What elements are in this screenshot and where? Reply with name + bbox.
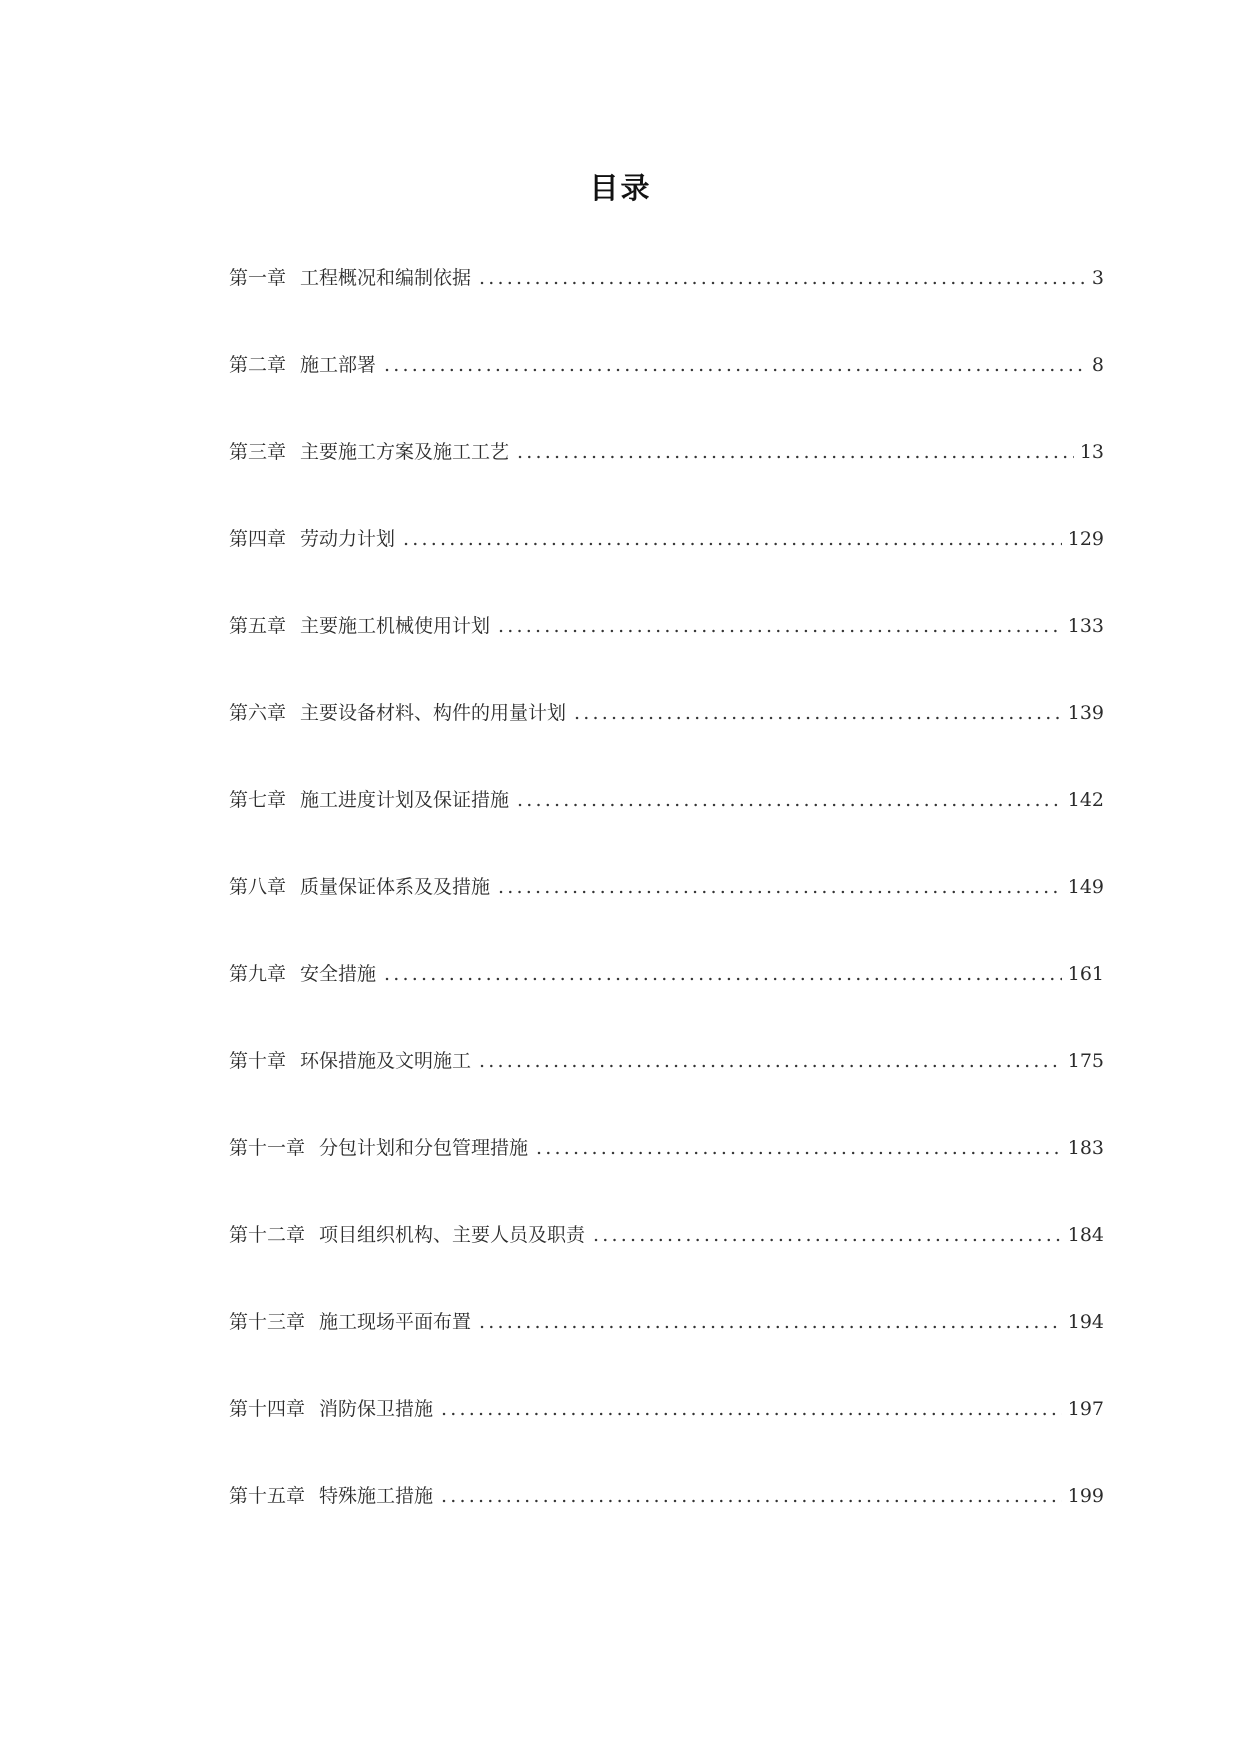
toc-dot-leader xyxy=(479,1302,1062,1342)
toc-dot-leader xyxy=(441,1389,1062,1429)
toc-chapter-number: 第三章 xyxy=(229,441,287,463)
toc-page-number: 183 xyxy=(1067,1137,1104,1159)
toc-chapter-title: 施工部署 xyxy=(300,354,377,376)
toc-page-number: 199 xyxy=(1067,1485,1104,1507)
toc-chapter-title: 主要施工方案及施工工艺 xyxy=(300,441,510,463)
toc-page-number: 8 xyxy=(1091,354,1104,376)
toc-page-number: 139 xyxy=(1067,702,1104,724)
toc-entry-8[interactable] xyxy=(229,867,1104,954)
toc-dot-leader xyxy=(403,519,1062,559)
toc-dot-leader xyxy=(593,1215,1062,1255)
toc-page-number: 3 xyxy=(1091,267,1104,289)
toc-chapter-number: 第一章 xyxy=(229,267,287,289)
toc-chapter-title: 工程概况和编制依据 xyxy=(300,267,472,289)
toc-chapter-number: 第六章 xyxy=(229,702,287,724)
page-title: 目录 xyxy=(589,171,652,205)
toc-dot-leader xyxy=(384,345,1086,385)
toc-dot-leader xyxy=(441,1476,1062,1516)
toc-list xyxy=(229,258,1104,1563)
toc-chapter-number: 第十五章 xyxy=(229,1485,306,1507)
toc-dot-leader xyxy=(479,258,1086,298)
toc-chapter-number: 第八章 xyxy=(229,876,287,898)
toc-page-number: 197 xyxy=(1067,1398,1104,1420)
toc-page-number: 184 xyxy=(1067,1224,1104,1246)
toc-chapter-number: 第九章 xyxy=(229,963,287,985)
toc-entry-7[interactable] xyxy=(229,780,1104,867)
toc-chapter-title: 特殊施工措施 xyxy=(319,1485,434,1507)
toc-dot-leader xyxy=(479,1041,1062,1081)
toc-entry-5[interactable] xyxy=(229,606,1104,693)
toc-chapter-title: 环保措施及文明施工 xyxy=(300,1050,472,1072)
toc-dot-leader xyxy=(384,954,1062,994)
toc-chapter-title: 施工现场平面布置 xyxy=(319,1311,472,1333)
toc-entry-13[interactable] xyxy=(229,1302,1104,1389)
toc-entry-1[interactable] xyxy=(229,258,1104,345)
toc-chapter-number: 第七章 xyxy=(229,789,287,811)
toc-entry-15[interactable] xyxy=(229,1476,1104,1563)
toc-page-number: 161 xyxy=(1067,963,1104,985)
toc-chapter-number: 第十章 xyxy=(229,1050,287,1072)
toc-chapter-title: 项目组织机构、主要人员及职责 xyxy=(319,1224,586,1246)
toc-page-number: 129 xyxy=(1067,528,1104,550)
toc-chapter-title: 安全措施 xyxy=(300,963,377,985)
toc-chapter-title: 劳动力计划 xyxy=(300,528,396,550)
toc-chapter-title: 质量保证体系及及措施 xyxy=(300,876,491,898)
toc-dot-leader xyxy=(498,867,1062,907)
toc-chapter-number: 第二章 xyxy=(229,354,287,376)
toc-dot-leader xyxy=(517,780,1062,820)
toc-chapter-number: 第五章 xyxy=(229,615,287,637)
toc-page-number: 175 xyxy=(1067,1050,1104,1072)
toc-entry-12[interactable] xyxy=(229,1215,1104,1302)
toc-page-number: 194 xyxy=(1067,1311,1104,1333)
toc-dot-leader xyxy=(498,606,1062,646)
toc-page-number: 133 xyxy=(1067,615,1104,637)
toc-page-number: 149 xyxy=(1067,876,1104,898)
toc-chapter-title: 主要施工机械使用计划 xyxy=(300,615,491,637)
toc-entry-2[interactable] xyxy=(229,345,1104,432)
toc-dot-leader xyxy=(517,432,1074,472)
toc-dot-leader xyxy=(536,1128,1062,1168)
toc-page-number: 13 xyxy=(1079,441,1104,463)
toc-page-number: 142 xyxy=(1067,789,1104,811)
toc-entry-11[interactable] xyxy=(229,1128,1104,1215)
toc-chapter-number: 第十二章 xyxy=(229,1224,306,1246)
toc-entry-3[interactable] xyxy=(229,432,1104,519)
toc-chapter-number: 第十一章 xyxy=(229,1137,306,1159)
toc-chapter-title: 施工进度计划及保证措施 xyxy=(300,789,510,811)
toc-entry-14[interactable] xyxy=(229,1389,1104,1476)
toc-dot-leader xyxy=(574,693,1062,733)
toc-entry-10[interactable] xyxy=(229,1041,1104,1128)
toc-chapter-number: 第十四章 xyxy=(229,1398,306,1420)
toc-chapter-title: 消防保卫措施 xyxy=(319,1398,434,1420)
toc-chapter-number: 第十三章 xyxy=(229,1311,306,1333)
toc-entry-9[interactable] xyxy=(229,954,1104,1041)
toc-chapter-number: 第四章 xyxy=(229,528,287,550)
toc-entry-6[interactable] xyxy=(229,693,1104,780)
toc-chapter-title: 分包计划和分包管理措施 xyxy=(319,1137,529,1159)
toc-entry-4[interactable] xyxy=(229,519,1104,606)
toc-chapter-title: 主要设备材料、构件的用量计划 xyxy=(300,702,567,724)
